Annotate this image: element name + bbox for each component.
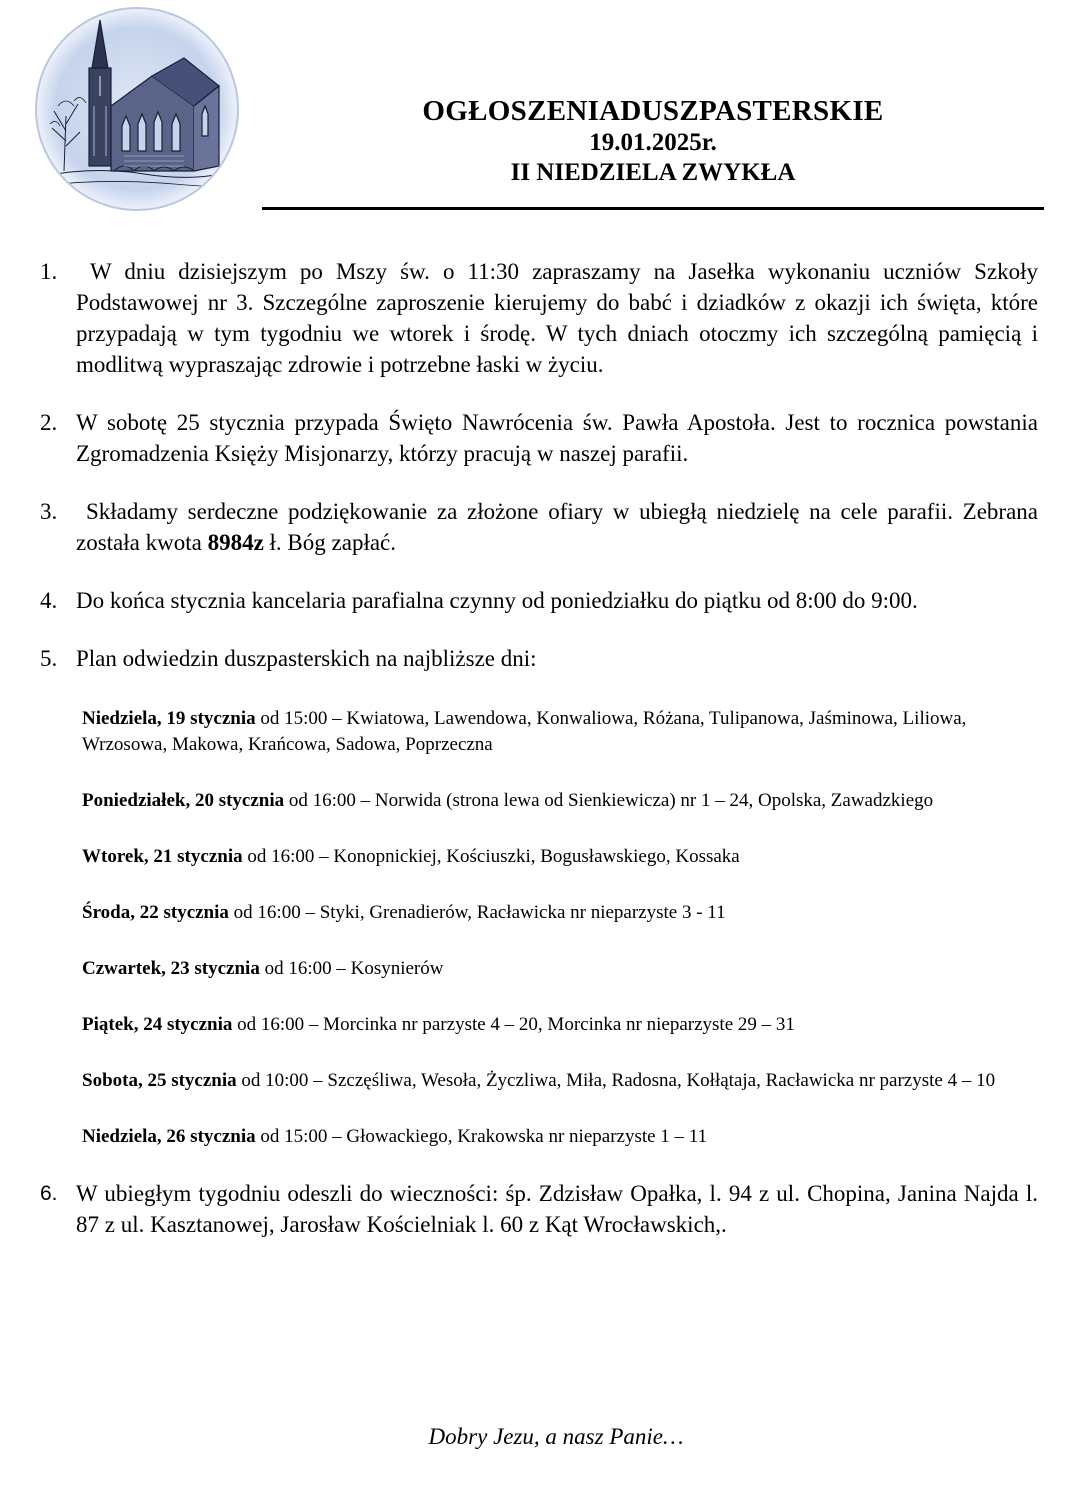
document-title: OGŁOSZENIADUSZPASTERSKIE <box>422 95 884 127</box>
item-text: Plan odwiedzin duszpasterskich na najbliższe dni: <box>76 646 537 671</box>
item-number: 6. <box>40 1182 58 1205</box>
visit-entry <box>82 1124 1040 1150</box>
liturgical-sunday: II NIEDZIELA ZWYKŁA <box>510 159 796 186</box>
announcement-item-2 <box>40 407 1038 469</box>
visit-day: Poniedziałek, 20 stycznia <box>82 790 285 811</box>
item-text: W dniu dzisiejszym po Mszy św. o 11:30 zapraszamy na Jasełka wykonaniu uczniów Szkoły Podstawowej nr 3. Szczególne zaproszenie kierujemy do babć i dziadków z okazji ich święta, które przypadają w tym tygodniu we wtorek i środę. W tych dniach otoczmy ich szczególną pamięcią i modlitwą wypraszając zdrowie i potrzebne łaski w życiu. <box>76 259 1038 377</box>
visit-day: Czwartek, 23 stycznia <box>82 958 260 979</box>
visit-entry <box>82 1012 1040 1038</box>
item-number: 4. <box>40 588 58 613</box>
announcement-item-4 <box>40 585 1038 616</box>
visit-day: Sobota, 25 stycznia <box>82 1070 237 1091</box>
item-text: W sobotę 25 stycznia przypada Święto Nawrócenia św. Pawła Apostoła. Jest to rocznica powstania Zgromadzenia Księży Misjonarzy, którzy pracują w naszej parafii. <box>76 410 1038 466</box>
visit-entry <box>82 788 1040 814</box>
announcement-list <box>40 256 1038 1240</box>
visit-entry <box>82 706 1040 758</box>
visit-details: od 16:00 – Konopnickiej, Kościuszki, Bogusławskiego, Kossaka <box>242 846 740 867</box>
visit-details: od 15:00 – Kwiatowa, Lawendowa, Konwaliowa, Różana, Tulipanowa, Jaśminowa, Liliowa, Wrzosowa, Makowa, Krańcowa, Sadowa, Poprzeczna <box>82 708 967 755</box>
visit-details: od 10:00 – Szczęśliwa, Wesoła, Życzliwa, Miła, Radosna, Kołłątaja, Racławicka nr parzyste 4 – 10 <box>236 1070 996 1091</box>
announcement-header <box>262 94 1044 188</box>
item-text: Składamy serdeczne podziękowanie za złożone ofiary w ubiegłą niedzielę na cele parafii. Zebrana została kwota <box>76 499 1038 555</box>
visit-day: Piątek, 24 stycznia <box>82 1014 233 1035</box>
announcement-item-1 <box>40 256 1038 380</box>
item-number: 3. <box>40 499 58 524</box>
visit-details: od 16:00 – Styki, Grenadierów, Racławicka nr nieparzyste 3 - 11 <box>228 902 726 923</box>
church-logo <box>34 6 240 212</box>
visit-details: od 16:00 – Kosynierów <box>259 958 444 979</box>
visit-day: Środa, 22 stycznia <box>82 902 229 923</box>
item-text-end: ł. Bóg zapłać. <box>263 530 397 555</box>
item-text: W ubiegłym tygodniu odeszli do wieczności: śp. Zdzisław Opałka, l. 94 z ul. Chopina, Janina Najda l. 87 z ul. Kasztanowej, Jarosław Kościelniak l. 60 z Kąt Wrocławskich,. <box>76 1181 1038 1237</box>
item-number: 1. <box>40 259 58 284</box>
item-text: Do końca stycznia kancelaria parafialna czynny od poniedziałku do piątku od 8:00 do 9:00. <box>76 588 918 613</box>
visit-entry <box>82 1068 1040 1094</box>
announcement-item-3 <box>40 496 1038 558</box>
visit-schedule <box>82 706 1040 1150</box>
visit-day: Niedziela, 19 stycznia <box>82 708 256 729</box>
announcement-item-6 <box>40 1178 1038 1240</box>
visit-entry <box>82 844 1040 870</box>
visit-details: od 15:00 – Głowackiego, Krakowska nr nieparzyste 1 – 11 <box>255 1126 708 1147</box>
item-number: 2. <box>40 410 58 435</box>
visit-day: Wtorek, 21 stycznia <box>82 846 243 867</box>
visit-entry <box>82 900 1040 926</box>
visit-day: Niedziela, 26 stycznia <box>82 1126 256 1147</box>
visit-entry <box>82 956 1040 982</box>
announcement-item-5 <box>40 643 1038 674</box>
visit-details: od 16:00 – Morcinka nr parzyste 4 – 20, Morcinka nr nieparzyste 29 – 31 <box>232 1014 795 1035</box>
offering-amount: 8984z <box>207 530 264 555</box>
visit-details: od 16:00 – Norwida (strona lewa od Sienkiewicza) nr 1 – 24, Opolska, Zawadzkiego <box>284 790 934 811</box>
announcement-date: 19.01.2025r. <box>589 129 717 156</box>
header-divider <box>262 207 1044 210</box>
closing-prayer: Dobry Jezu, a nasz Panie… <box>428 1424 684 1449</box>
item-number: 5. <box>40 646 58 671</box>
